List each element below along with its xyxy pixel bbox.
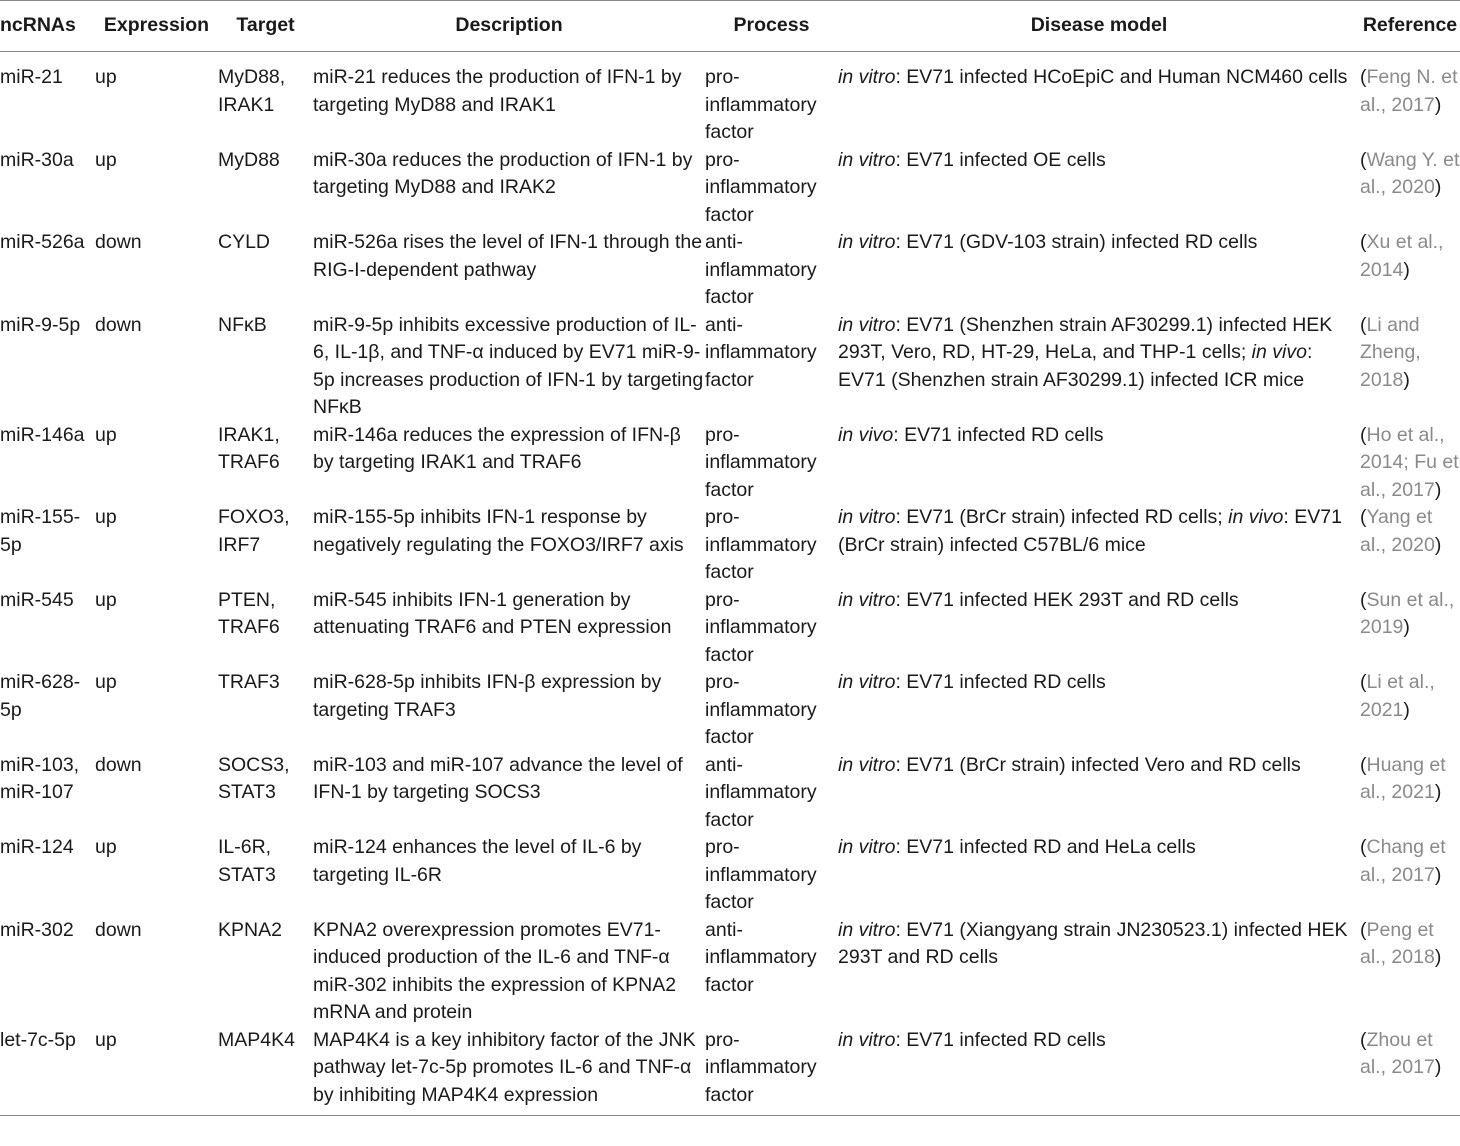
cell-expression: up — [95, 836, 117, 858]
cell-reference: (Sun et al., 2019) — [1360, 588, 1455, 638]
cell-process: pro-inflammatory factor — [705, 1027, 838, 1116]
cell-disease-model — [838, 587, 1360, 670]
cell-description: miR-545 inhibits IFN-1 generation by attenuating TRAF6 and PTEN expression — [313, 588, 672, 638]
cell-reference: (Huang et al., 2021) — [1360, 753, 1446, 803]
cell-ncrna: miR-124 — [0, 836, 74, 858]
cell-ncrna: let-7c-5p — [0, 1027, 95, 1116]
cell-description: miR-124 enhances the level of IL-6 by targeting IL-6R — [313, 836, 642, 886]
cell-reference: (Peng et al., 2018) — [1360, 918, 1442, 968]
cell-target: IRAK1, TRAF6 — [218, 423, 280, 473]
disease-model-text: : EV71 (BrCr strain) infected RD cells; — [895, 506, 1229, 528]
table-row — [0, 147, 1460, 230]
header-expression: Expression — [95, 1, 218, 52]
cell-disease-model — [838, 147, 1360, 230]
table-row — [0, 587, 1460, 670]
cell-target: TRAF3 — [218, 671, 280, 693]
disease-model-qualifier: in vivo — [1228, 506, 1284, 528]
reference-link[interactable]: Wang Y. et al., 2020 — [1360, 148, 1460, 198]
disease-model-text: : EV71 (Xiangyang strain JN230523.1) infected HEK 293T and RD cells — [838, 918, 1348, 968]
table-row — [0, 917, 1460, 1027]
disease-model-qualifier: in vitro — [838, 66, 896, 88]
reference-link[interactable]: Huang et al., 2021 — [1360, 753, 1446, 803]
cell-description: MAP4K4 is a key inhibitory factor of the JNK pathway let-7c-5p promotes IL-6 and TNF-α by inhibiting MAP4K4 expression — [313, 1027, 705, 1116]
disease-model-qualifier: in vitro — [838, 918, 896, 941]
cell-reference: (Zhou et al., 2017) — [1360, 1027, 1460, 1116]
disease-model-qualifier: in vivo — [838, 423, 894, 446]
cell-disease-model — [838, 312, 1360, 422]
cell-expression: down — [95, 753, 142, 776]
table-row — [0, 52, 1460, 147]
cell-expression: down — [95, 313, 142, 336]
disease-model-text: : EV71 infected HEK 293T and RD cells — [895, 588, 1239, 611]
table-row — [0, 1027, 1460, 1116]
cell-description: miR-155-5p inhibits IFN-1 response by negatively regulating the FOXO3/IRF7 axis — [313, 506, 684, 556]
cell-expression: up — [95, 423, 117, 446]
cell-reference: (Wang Y. et al., 2020) — [1360, 148, 1460, 198]
disease-model-text: : EV71 (Shenzhen strain AF30299.1) infected HEK 293T, Vero, RD, HT-29, HeLa, and THP-1 cells; — [838, 313, 1333, 363]
reference-link[interactable]: Sun et al., 2019 — [1360, 588, 1455, 638]
disease-model-text: : EV71 infected RD cells — [893, 423, 1104, 446]
cell-reference: (Li and Zheng, 2018) — [1360, 313, 1421, 391]
cell-ncrna: miR-146a — [0, 423, 85, 446]
table-row — [0, 422, 1460, 505]
cell-process: pro-inflammatory factor — [705, 66, 817, 143]
cell-ncrna: miR-545 — [0, 588, 74, 611]
cell-process: anti-inflammatory factor — [705, 753, 817, 831]
reference-link[interactable]: Chang et al., 2017 — [1360, 836, 1446, 886]
cell-target: NFκB — [218, 313, 267, 336]
disease-model-text: : EV71 infected RD and HeLa cells — [895, 836, 1196, 858]
cell-ncrna: miR-21 — [0, 66, 63, 88]
table-row — [0, 312, 1460, 422]
disease-model-qualifier: in vitro — [838, 506, 896, 528]
disease-model-qualifier: in vitro — [838, 231, 896, 253]
cell-description: miR-9-5p inhibits excessive production of IL-6, IL-1β, and TNF-α induced by EV71 miR-9-5p increases production of IFN-1 by targeting NFκB — [313, 313, 704, 418]
cell-process: pro-inflammatory factor — [705, 588, 817, 666]
disease-model-qualifier: in vitro — [838, 836, 896, 858]
cell-reference: (Ho et al., 2014; Fu et al., 2017) — [1360, 423, 1459, 501]
cell-target: PTEN, TRAF6 — [218, 588, 280, 638]
header-ncrnas: ncRNAs — [0, 1, 95, 52]
cell-disease-model — [838, 1027, 1360, 1116]
cell-process: pro-inflammatory factor — [705, 506, 817, 583]
disease-model-text: : EV71 infected OE cells — [895, 148, 1106, 171]
cell-expression: up — [95, 66, 117, 88]
cell-reference: (Xu et al., 2014) — [1360, 231, 1444, 281]
disease-model-qualifier: in vitro — [838, 313, 896, 336]
cell-process: anti-inflammatory factor — [705, 918, 817, 996]
cell-disease-model — [838, 52, 1360, 147]
disease-model-qualifier: in vitro — [838, 148, 896, 171]
cell-reference: (Li et al., 2021) — [1360, 671, 1435, 721]
reference-link[interactable]: Xu et al., 2014 — [1360, 231, 1444, 281]
table-row — [0, 504, 1460, 587]
cell-expression: up — [95, 506, 117, 528]
cell-target: MAP4K4 — [218, 1027, 313, 1116]
cell-process: pro-inflammatory factor — [705, 423, 817, 501]
table-row — [0, 834, 1460, 917]
cell-process: pro-inflammatory factor — [705, 836, 817, 913]
cell-ncrna: miR-628-5p — [0, 671, 81, 721]
cell-description: miR-146a reduces the expression of IFN-β by targeting IRAK1 and TRAF6 — [313, 423, 681, 473]
cell-ncrna: miR-103, miR-107 — [0, 753, 80, 803]
cell-disease-model — [838, 504, 1360, 587]
cell-expression: up — [95, 1027, 218, 1116]
cell-ncrna: miR-155-5p — [0, 506, 81, 556]
table-row — [0, 669, 1460, 752]
cell-ncrna: miR-9-5p — [0, 313, 81, 336]
cell-reference: (Feng N. et al., 2017) — [1360, 66, 1458, 116]
cell-description: miR-103 and miR-107 advance the level of IFN-1 by targeting SOCS3 — [313, 753, 683, 803]
cell-disease-model — [838, 422, 1360, 505]
disease-model-text: : EV71 infected RD cells — [895, 671, 1106, 693]
disease-model-text: : EV71 (BrCr strain) infected C57BL/6 mice — [838, 506, 1342, 556]
cell-disease-model — [838, 752, 1360, 835]
disease-model-text: : EV71 (GDV-103 strain) infected RD cells — [895, 231, 1258, 253]
cell-description: KPNA2 overexpression promotes EV71-induced production of the IL-6 and TNF-α miR-302 inhibits the expression of KPNA2 mRNA and protein — [313, 918, 677, 1023]
header-reference: Reference — [1360, 1, 1460, 52]
cell-target: CYLD — [218, 231, 271, 253]
cell-target: IL-6R, STAT3 — [218, 836, 276, 886]
reference-link[interactable]: Zhou et al., 2017 — [1360, 1028, 1435, 1078]
header-process: Process — [705, 1, 838, 52]
header-target: Target — [218, 1, 313, 52]
cell-process: anti-inflammatory factor — [705, 313, 817, 391]
cell-expression: up — [95, 671, 117, 693]
reference-link[interactable]: Peng et al., 2018 — [1360, 918, 1435, 968]
cell-description: miR-526a rises the level of IFN-1 through the RIG-I-dependent pathway — [313, 231, 703, 281]
cell-disease-model — [838, 917, 1360, 1027]
cell-reference: (Chang et al., 2017) — [1360, 836, 1446, 886]
cell-target: SOCS3, STAT3 — [218, 753, 290, 803]
cell-disease-model — [838, 229, 1360, 312]
table-header — [0, 1, 1460, 52]
cell-process: pro-inflammatory factor — [705, 671, 817, 748]
cell-expression: down — [95, 231, 142, 253]
reference-link[interactable]: Li et al., 2021 — [1360, 671, 1435, 721]
cell-ncrna: miR-526a — [0, 231, 85, 253]
cell-target: KPNA2 — [218, 918, 282, 941]
disease-model-text: : EV71 infected RD cells — [895, 1028, 1106, 1051]
disease-model-qualifier: in vitro — [838, 671, 896, 693]
disease-model-qualifier: in vitro — [838, 753, 896, 776]
header-description: Description — [313, 1, 705, 52]
cell-process: pro-inflammatory factor — [705, 148, 817, 226]
cell-description: miR-628-5p inhibits IFN-β expression by targeting TRAF3 — [313, 671, 662, 721]
disease-model-text: : EV71 (BrCr strain) infected Vero and RD cells — [895, 753, 1301, 776]
cell-description: miR-30a reduces the production of IFN-1 by targeting MyD88 and IRAK2 — [313, 148, 693, 198]
cell-target: MyD88, IRAK1 — [218, 66, 286, 116]
table-body — [0, 52, 1460, 1116]
table-row — [0, 752, 1460, 835]
cell-disease-model — [838, 834, 1360, 917]
disease-model-qualifier: in vivo — [1251, 341, 1307, 363]
cell-expression: down — [95, 918, 142, 941]
cell-expression: up — [95, 148, 117, 171]
cell-ncrna: miR-302 — [0, 918, 74, 941]
disease-model-qualifier: in vitro — [838, 1028, 896, 1051]
header-disease-model: Disease model — [838, 1, 1360, 52]
cell-target: FOXO3, IRF7 — [218, 506, 290, 556]
cell-disease-model — [838, 669, 1360, 752]
cell-description: miR-21 reduces the production of IFN-1 by targeting MyD88 and IRAK1 — [313, 66, 682, 116]
reference-link[interactable]: Yang et al., 2020 — [1360, 506, 1435, 556]
reference-link[interactable]: Ho et al., 2014; Fu et al., 2017 — [1360, 423, 1459, 501]
header-row — [0, 1, 1460, 52]
cell-process: anti-inflammatory factor — [705, 231, 817, 308]
table-row — [0, 229, 1460, 312]
cell-ncrna: miR-30a — [0, 148, 74, 171]
reference-link[interactable]: Feng N. et al., 2017 — [1360, 66, 1458, 116]
cell-reference: (Yang et al., 2020) — [1360, 506, 1442, 556]
disease-model-text: : EV71 infected HCoEpiC and Human NCM460 cells — [895, 66, 1348, 88]
reference-link[interactable]: Li and Zheng, 2018 — [1360, 313, 1421, 391]
disease-model-text: : EV71 (Shenzhen strain AF30299.1) infected ICR mice — [838, 341, 1313, 391]
cell-target: MyD88 — [218, 148, 280, 171]
disease-model-qualifier: in vitro — [838, 588, 896, 611]
cell-expression: up — [95, 588, 117, 611]
